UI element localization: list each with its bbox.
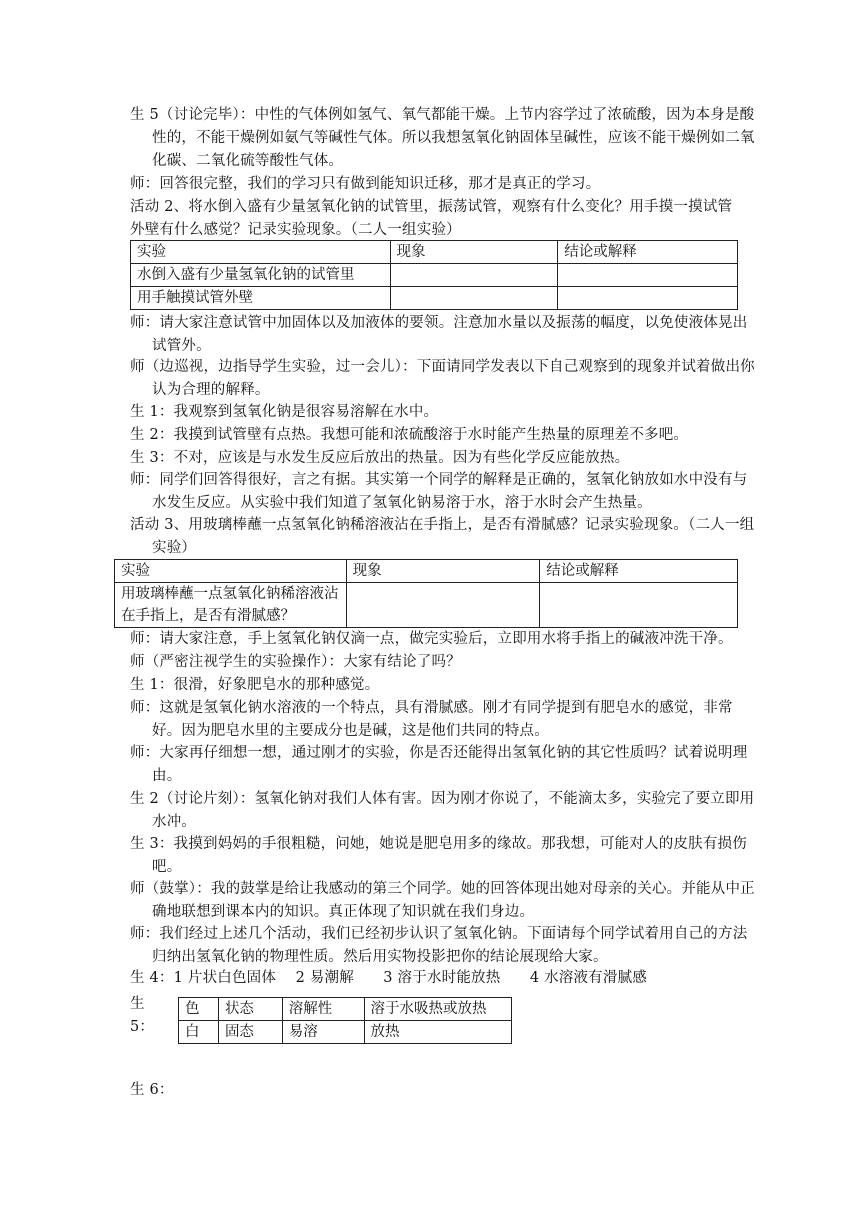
paragraph-student1: 生 1：我观察到氢氧化钠是很容易溶解在水中。: [130, 404, 439, 420]
table-row: [179, 998, 512, 1021]
table-cell: [558, 287, 738, 310]
paragraph-teacher-summary: 师：同学们回答得很好，言之有据。其实第一个同学的解释是正确的，氢氧化钠放如水中没有与水发生反应。从实验中我们知道了氢氧化钠易溶于水，溶于水时会产生热量。: [130, 472, 748, 511]
label-student6: 生 6：: [130, 1082, 174, 1098]
paragraph-student2: 生 2：我摸到试管壁有点热。我想可能和浓硫酸溶于水时能产生热量的原理差不多吧。: [130, 427, 689, 443]
table-header-cell: 结论或解释: [558, 241, 738, 264]
label-student5: 生 5：: [130, 996, 155, 1035]
table-cell: [390, 264, 558, 287]
properties-table: [178, 997, 512, 1044]
table-header-cell: 状态: [218, 998, 282, 1021]
paragraph-activity-3: 活动 3、用玻璃棒蘸一点氢氧化钠稀溶液沾在手指上，是否有滑腻感？记录实验现象。（二人一组实验）: [130, 517, 755, 556]
paragraph-activity-2: 活动 2、将水倒入盛有少量氢氧化钠的试管里，振荡试管，观察有什么变化？用手摸一摸试管外壁有什么感觉？记录实验现象。（二人一组实验）: [130, 199, 733, 238]
table-row: [115, 560, 738, 583]
activity2-table: [130, 240, 738, 310]
table-cell: [558, 264, 738, 287]
paragraph-teacher-watch: 师（严密注视学生的实验操作）：大家有结论了吗？: [130, 654, 461, 670]
table-header-cell: 结论或解释: [540, 560, 738, 583]
paragraph-teacher-guidance: 师（边巡视，边指导学生实验，过一会儿）：下面请同学发表以下自己观察到的现象并试着做出你认为合理的解释。: [130, 359, 755, 398]
paragraph-student3-skin: 生 3：我摸到妈妈的手很粗糙，问她，她说是肥皂用多的缘故。那我想，可能对人的皮肤有损伤吧。: [130, 836, 747, 875]
table-row: [131, 287, 738, 310]
paragraph-teacher-soap: 师：这就是氢氧化钠水溶液的一个特点，具有滑腻感。刚才有同学提到有肥皂水的感觉，非常好。因为肥皂水里的主要成分也是碱，这是他们共同的特点。: [130, 700, 733, 739]
table-cell: 用手触摸试管外壁: [131, 287, 391, 310]
paragraph-teacher-applause: 师（鼓掌）：我的鼓掌是给让我感动的第三个同学。她的回答体现出她对母亲的关心。并能从中正确地联想到课本内的知识。真正体现了知识就在我们身边。: [130, 881, 755, 920]
paragraph-student4-properties: 生 4：1 片状白色固体 2 易潮解 3 溶于水时能放热 4 水溶液有滑腻感: [130, 970, 647, 986]
table-cell: 水倒入盛有少量氢氧化钠的试管里: [131, 264, 391, 287]
table-header-cell: 现象: [346, 560, 540, 583]
table-header-cell: 实验: [131, 241, 391, 264]
paragraph-teacher-reply-1: 师：回答很完整，我们的学习只有做到能知识迁移，那才是真正的学习。: [130, 176, 601, 192]
paragraph-teacher-caution: 师：请大家注意，手上氢氧化钠仅滴一点，做完实验后，立即用水将手指上的碱液冲洗干净。: [130, 631, 733, 647]
paragraph-student1-slippery: 生 1：很滑，好象肥皂水的那种感觉。: [130, 677, 380, 693]
table-row: [131, 264, 738, 287]
table-cell: 放热: [364, 1021, 511, 1044]
table-cell: 用玻璃棒蘸一点氢氧化钠稀溶液沾在手指上，是否有滑腻感？: [115, 583, 347, 628]
table-row: [115, 583, 738, 628]
paragraph-student2-harmful: 生 2（讨论片刻）：氢氧化钠对我们人体有害。因为刚才你说了，不能滴太多，实验完了要立即用水冲。: [130, 791, 755, 830]
table-cell: [346, 583, 540, 628]
table-cell: 易溶: [282, 1021, 364, 1044]
table-row: [131, 241, 738, 264]
table-cell: 固态: [218, 1021, 282, 1044]
table-header-cell: 现象: [390, 241, 558, 264]
table-cell: [390, 287, 558, 310]
paragraph-teacher-instruction: 师：请大家注意试管中加固体以及加液体的要领。注意加水量以及振荡的幅度，以免使液体晃出试管外。: [130, 315, 748, 354]
table-header-cell: 色: [179, 998, 219, 1021]
activity3-table: [114, 559, 738, 628]
table-header-cell: 实验: [115, 560, 347, 583]
table-header-cell: 溶于水吸热或放热: [364, 998, 511, 1021]
table-cell: 白: [179, 1021, 219, 1044]
paragraph-teacher-question: 师：大家再仔细想一想，通过刚才的实验，你是否还能得出氢氧化钠的其它性质吗？试着说明理由。: [130, 745, 748, 784]
table-cell: [540, 583, 738, 628]
paragraph-student3: 生 3：不对，应该是与水发生反应后放出的热量。因为有些化学反应能放热。: [130, 450, 630, 466]
paragraph-student5-discussion: 生 5（讨论完毕）：中性的气体例如氢气、氧气都能干燥。上节内容学过了浓硫酸，因为本身是酸性的，不能干燥例如氨气等碱性气体。所以我想氢氧化钠固体呈碱性，应该不能干燥例如二氧化碳、二氧化硫等酸性气体。: [130, 107, 755, 169]
table-row: [179, 1021, 512, 1044]
paragraph-teacher-summarize: 师：我们经过上述几个活动，我们已经初步认识了氢氧化钠。下面请每个同学试着用自己的方法归纳出氢氧化钠的物理性质。然后用实物投影把你的结论展现给大家。: [130, 926, 748, 965]
table-header-cell: 溶解性: [282, 998, 364, 1021]
